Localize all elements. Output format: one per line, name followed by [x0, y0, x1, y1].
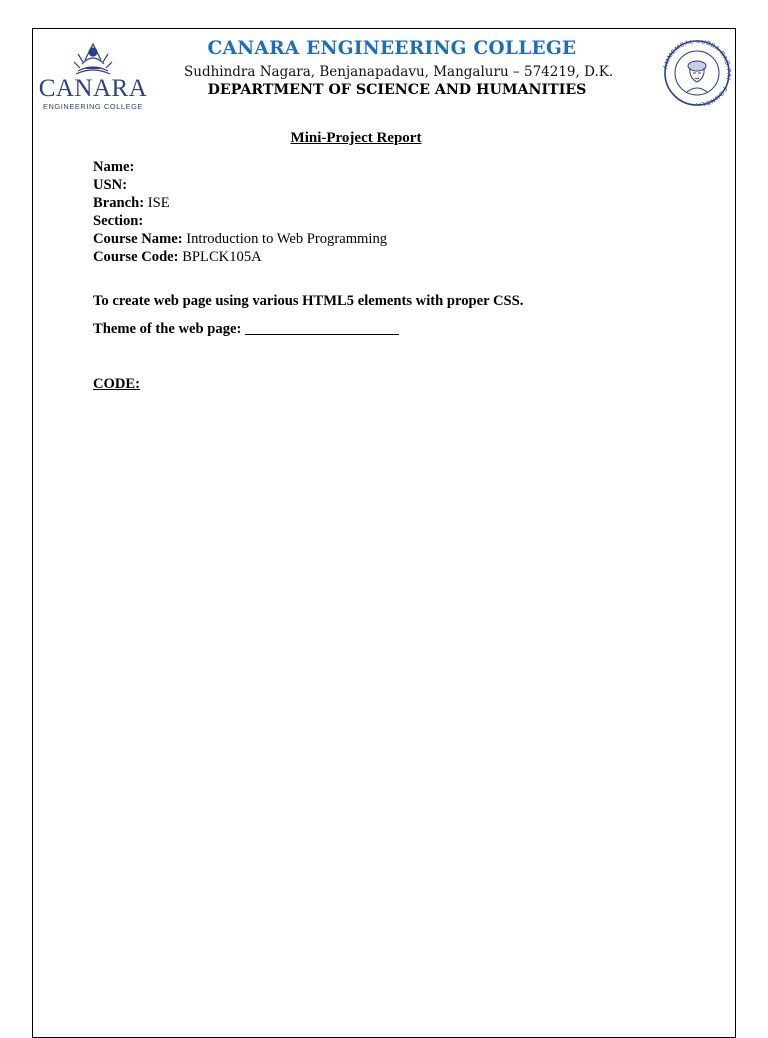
logo-wordmark: CANARA	[38, 75, 148, 102]
code-heading: CODE:	[93, 376, 141, 392]
field-label: Section:	[93, 213, 144, 229]
field-value: Introduction to Web Programming	[186, 231, 388, 247]
college-address: Sudhindra Nagara, Benjanapadavu, Mangaluru – 574219, D.K.	[184, 64, 614, 80]
field-name	[93, 158, 387, 176]
field-usn	[93, 176, 387, 194]
field-label: Course Code:	[93, 249, 179, 265]
canara-college-emblem-icon	[38, 38, 148, 78]
theme-label: Theme of the web page:	[93, 321, 242, 337]
field-label: USN:	[93, 177, 128, 193]
field-label: Course Name:	[93, 231, 183, 247]
field-label: Name:	[93, 159, 135, 175]
field-branch	[93, 194, 387, 212]
founder-seal	[657, 40, 737, 106]
svg-text:AMMEMBAL SUBBA RAO PAI · FOUND: AMMEMBAL SUBBA RAO PAI · FOUNDER ·	[662, 40, 733, 106]
theme-line	[93, 320, 399, 338]
field-section	[93, 212, 387, 230]
theme-blank-line	[245, 320, 399, 335]
student-details	[93, 158, 387, 266]
department-name: DEPARTMENT OF SCIENCE AND HUMANITIES	[207, 82, 587, 98]
field-value: BPLCK105A	[182, 249, 262, 265]
field-course-code	[93, 248, 387, 266]
task-statement: To create web page using various HTML5 elements with proper CSS.	[93, 293, 524, 309]
report-title: Mini-Project Report	[290, 130, 422, 146]
field-label: Branch:	[93, 195, 145, 211]
founder-seal-icon	[657, 40, 737, 106]
field-value: ISE	[147, 195, 170, 211]
college-logo	[38, 38, 148, 114]
logo-subtext: ENGINEERING COLLEGE	[42, 102, 144, 111]
field-course-name	[93, 230, 387, 248]
college-name: CANARA ENGINEERING COLLEGE	[207, 38, 577, 59]
